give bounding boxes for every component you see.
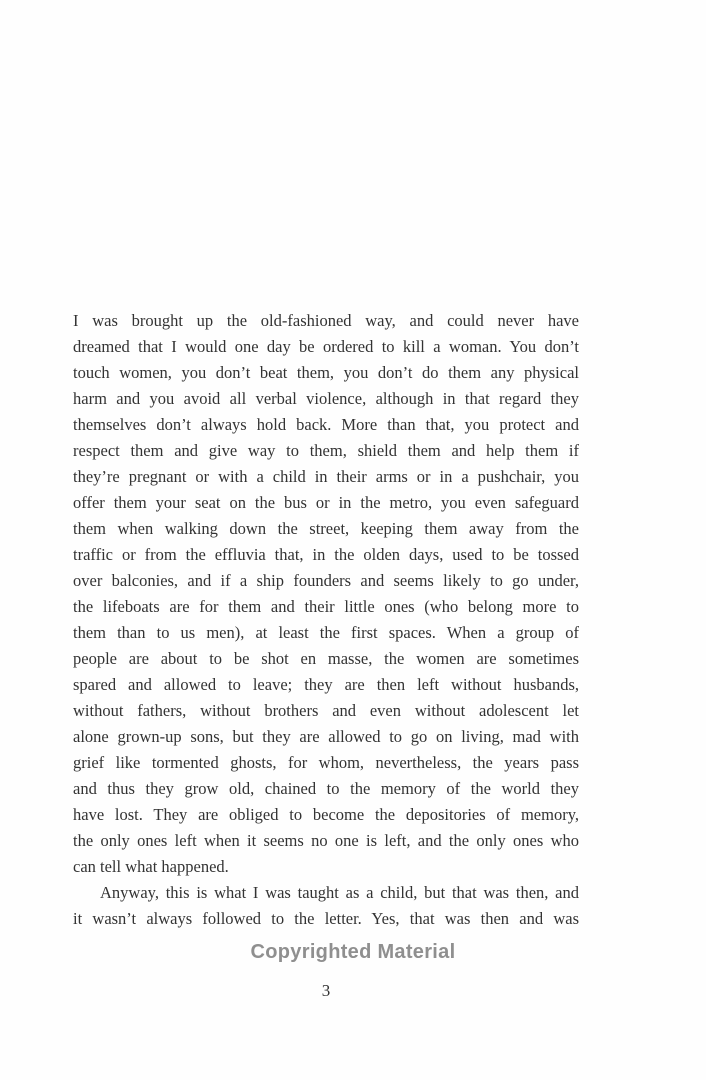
copyright-notice: Copyrighted Material [250,941,456,963]
text-line: themselves don’t always hold back. More than that, you protect and [73,415,579,434]
text-line: the only ones left when it seems no one is left, and the only ones who [73,831,579,850]
text-line: can tell what happened. [73,857,229,876]
text-line: them when walking down the street, keeping them away from the [73,519,579,538]
paragraph [73,880,579,932]
text-line: them than to us men), at least the first spaces. When a group of [73,623,579,642]
text-line: grief like tormented ghosts, for whom, nevertheless, the years pass [73,753,579,772]
page-number: 3 [321,981,331,1000]
page-text [73,308,579,932]
text-line: respect them and give way to them, shield them and help them if [73,441,579,460]
text-line: offer them your seat on the bus or in the metro, you even safeguard [73,493,579,512]
text-line: it wasn’t always followed to the letter. Yes, that was then and was [73,909,579,928]
text-line: harm and you avoid all verbal violence, although in that regard they [73,389,579,408]
text-line: and thus they grow old, chained to the memory of the world they [73,779,579,798]
text-line: have lost. They are obliged to become the depositories of memory, [73,805,579,824]
paragraph [73,308,579,880]
text-line: traffic or from the effluvia that, in the olden days, used to be tossed [73,545,579,564]
text-line: they’re pregnant or with a child in their arms or in a pushchair, you [73,467,579,486]
text-line: people are about to be shot en masse, the women are sometimes [73,649,579,668]
text-line: I was brought up the old-fashioned way, and could never have [73,311,579,330]
text-line: Anyway, this is what I was taught as a child, but that was then, and [100,883,579,902]
text-line: touch women, you don’t beat them, you don’t do them any physical [73,363,579,382]
text-line: the lifeboats are for them and their little ones (who belong more to [73,597,579,616]
text-line: over balconies, and if a ship founders and seems likely to go under, [73,571,579,590]
text-line: alone grown-up sons, but they are allowed to go on living, mad with [73,727,579,746]
text-line: without fathers, without brothers and even without adolescent let [73,701,579,720]
text-line: spared and allowed to leave; they are then left without husbands, [73,675,579,694]
text-line: dreamed that I would one day be ordered to kill a woman. You don’t [73,337,579,356]
